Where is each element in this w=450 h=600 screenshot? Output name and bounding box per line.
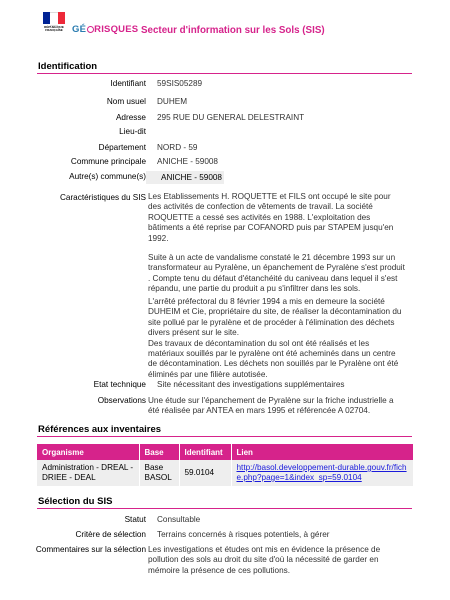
republique-francaise-text: RÉPUBLIQUE FRANÇAISE [44,25,64,33]
label-critere-selection: Critère de sélection [75,530,146,539]
label-lieu-dit: Lieu-dit [119,127,146,136]
label-autres-communes: Autre(s) commune(s) [69,172,146,181]
cell-identifiant: 59.0104 [179,460,231,486]
section-divider [37,436,412,437]
value-statut: Consultable [157,515,201,524]
value-departement: NORD - 59 [157,143,198,152]
cell-lien [231,460,413,486]
caracteristiques-paragraph-3: L'arrêté préfectoral du 8 février 1994 a mis en demeure la société DUHEIM et Cie, propriétaire du site, de réaliser la décontamination du site pollué par le pyralène et de procéder à l'élimination des déchets divers présent sur le site. Des travaux de décontamination du sol ont été réalisés et les matériaux souillés par le pyralène ont été acheminés dans un centre de décontamination. Les déchets non souillés par le Pyralène ont été éliminés par une filière autotisée. [148,297,402,379]
label-commentaires-selection: Commentaires sur la sélection [35,545,146,554]
value-nom-usuel: DUHEM [157,97,188,106]
republique-francaise-logo [40,10,68,44]
section-title-references: Références aux inventaires [38,424,162,435]
references-table [37,444,414,486]
logo-o-icon [87,26,94,33]
caracteristiques-paragraph-2: Suite à un acte de vandalisme constaté le 21 décembre 1993 sur un transformateur au Pyralène, un épanchement de Pyralène s'est produit . Compte tenu du défaut d'étanchéité du caniveau dans lequel il s'est répandu, une partie du produit a pu s'infiltrer dans les sols. [148,253,405,294]
column-header-lien: Lien [231,444,413,460]
label-identifiant: Identifiant [110,79,146,88]
french-flag-icon [43,12,65,24]
logo-text-part2: RISQUES [94,24,139,35]
cell-organisme: Administration - DREAL - DRIEE - DEAL [37,460,139,486]
table-row [37,460,413,486]
column-header-identifiant: Identifiant [179,444,231,460]
value-commentaires-selection: Les investigations et études ont mis en évidence la présence de pollution des sols au droit du site d'où la nécessité de garder en mémoire la présence de ces pollutions. [148,545,381,575]
section-divider [37,73,412,74]
section-divider [37,508,412,509]
value-etat-technique: Site nécessitant des investigations supplémentaires [157,380,345,389]
caracteristiques-paragraph-1: Les Etablissements H. ROQUETTE et FILS ont occupé le site pour des activités de confection de vêtements de travail. La société ROQUETTE a cessé ses activités en 1988. L'exploitation des bâtiments a été reprise par COFANORD puis par STAPEM jusqu'en 1992. [148,192,394,243]
document-title: Secteur d'information sur les Sols (SIS) [141,25,325,36]
label-departement: Département [98,143,146,152]
value-critere-selection: Terrains concernés à risques potentiels, à gérer [157,530,330,539]
value-autres-communes: ANICHE - 59008 [146,171,224,184]
table-header-row [37,444,413,460]
label-nom-usuel: Nom usuel [106,97,146,106]
value-adresse: 295 RUE DU GENERAL DELESTRAINT [157,113,305,122]
column-header-base: Base [139,444,179,460]
column-header-organisme: Organisme [37,444,139,460]
logo-text-part1: GÉ [72,24,87,35]
value-commune-principale: ANICHE - 59008 [157,157,218,166]
label-adresse: Adresse [115,113,146,122]
basol-link[interactable]: http://basol.developpement-durable.gouv.fr/fiche.php?page=1&index_sp=59.0104 [236,463,407,482]
page-header [0,0,450,52]
cell-base: Base BASOL [139,460,179,486]
label-statut: Statut [124,515,146,524]
label-commune-principale: Commune principale [70,157,146,166]
label-etat-technique: Etat technique [93,380,146,389]
value-identifiant: 59SIS05289 [157,79,203,88]
georisques-logo[interactable] [72,24,138,35]
value-observations: Une étude sur l'épanchement de Pyralène sur la friche industrielle a été réalisée par ANTEA en mars 1995 et référencée A 02704. [148,396,394,416]
section-title-identification: Identification [38,61,98,72]
label-caracteristiques: Caractéristiques du SIS [59,193,146,202]
label-observations: Observations [97,396,146,405]
section-title-selection: Sélection du SIS [38,496,113,507]
